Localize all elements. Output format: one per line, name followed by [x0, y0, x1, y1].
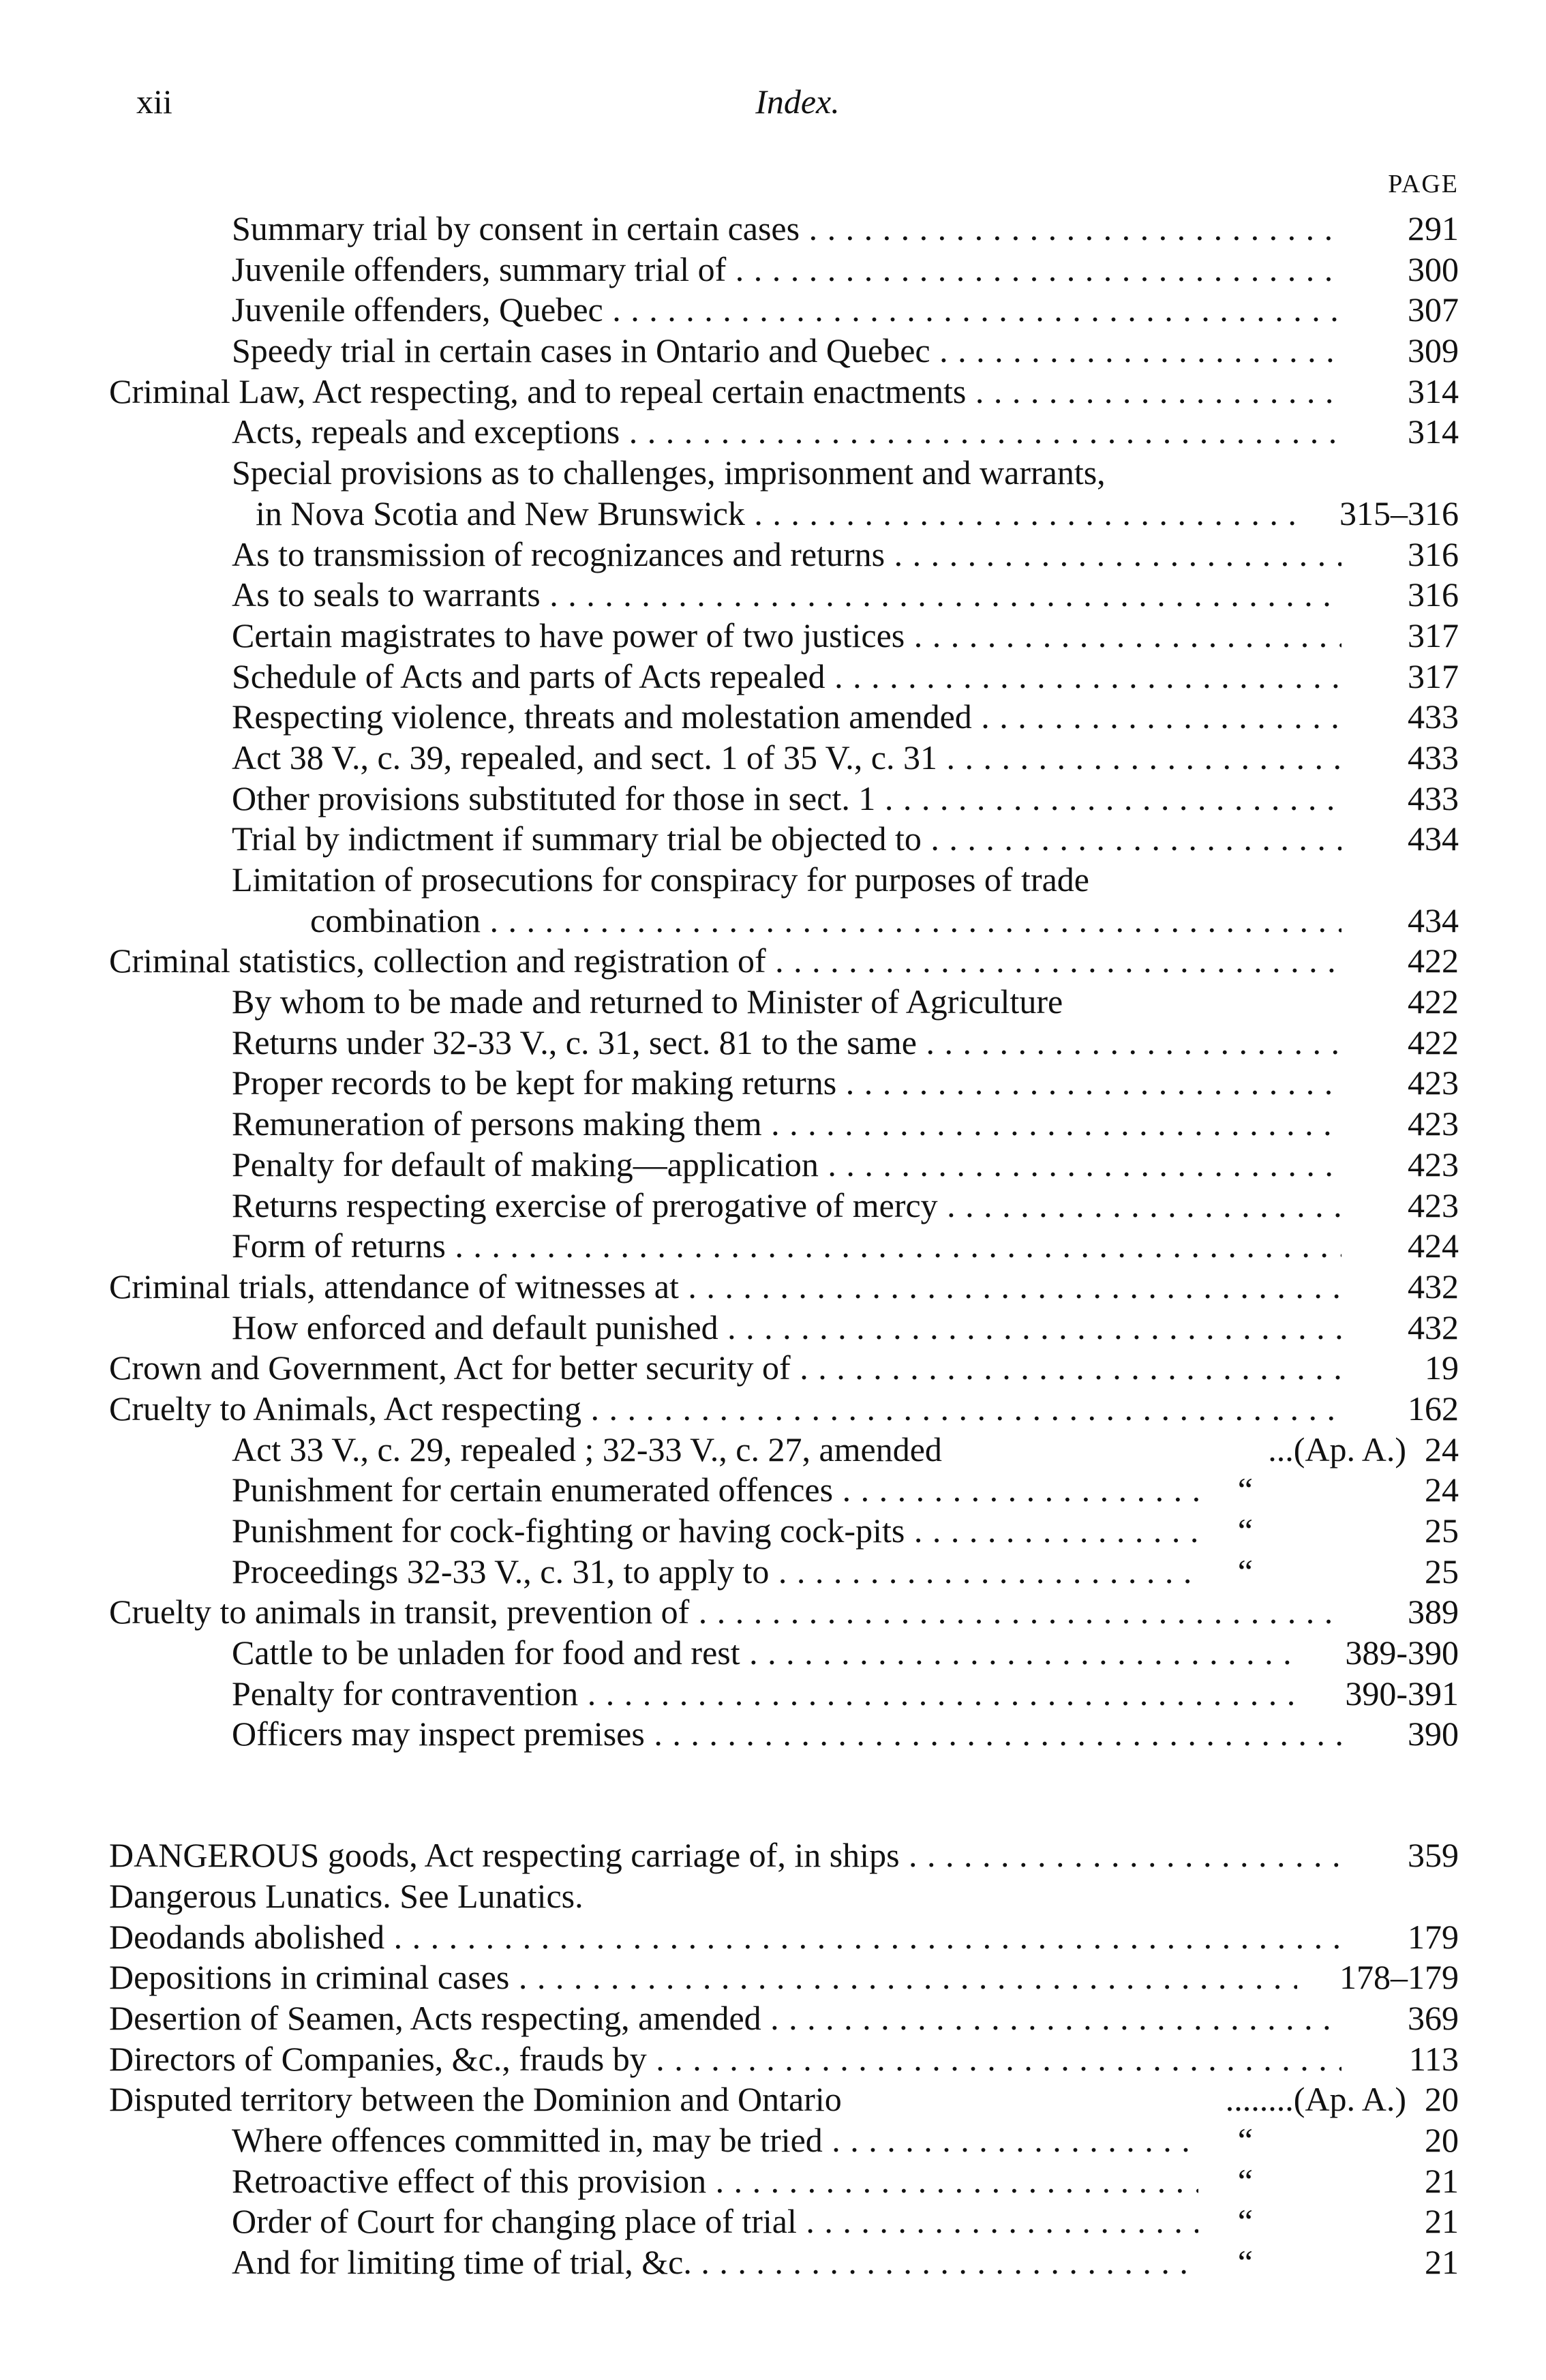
index-entry: [0, 250, 1546, 290]
index-entry: [0, 2201, 1546, 2242]
index-entry: [0, 331, 1546, 372]
entry-text: Limitation of prosecutions for conspiracy for purposes of trade: [232, 860, 1089, 899]
entry-page: 19: [1418, 1348, 1459, 1389]
entry-text: Form of returns . . .: [232, 1226, 1342, 1267]
entry-text: Deodands abolished . . .: [109, 1917, 1342, 1958]
page-folio: xii: [136, 82, 172, 121]
entry-text: Respecting violence, threats and molestation amended . . .: [232, 697, 1342, 738]
entry-text: As to seals to warrants . . .: [232, 575, 1342, 616]
entry-page: 113: [1402, 2039, 1459, 2080]
entry-page: 316: [1401, 534, 1459, 575]
entry-text: Schedule of Acts and parts of Acts repealed . . .: [232, 657, 1342, 697]
entry-page: 315–316: [1333, 494, 1459, 534]
entry-text: Remuneration of persons making them . . .: [232, 1104, 1342, 1145]
entry-ditto-mark: “: [1234, 1552, 1253, 1593]
entry-text: Cattle to be unladen for food and rest . . .: [232, 1633, 1297, 1674]
entry-page: 422: [1401, 1023, 1459, 1064]
entry-page: 433: [1401, 779, 1459, 819]
index-entry: [0, 1552, 1546, 1593]
index-entry: [0, 1104, 1546, 1145]
index-entries: [0, 209, 1546, 2283]
index-entry: [0, 941, 1546, 982]
index-entry: [0, 1145, 1546, 1186]
index-entry: [0, 453, 1546, 494]
index-entry: [0, 1917, 1546, 1958]
entry-page: 25: [1418, 1552, 1459, 1593]
index-entry: [0, 2039, 1546, 2080]
index-entry: [0, 697, 1546, 738]
index-entry: [0, 1674, 1546, 1715]
entry-text: Retroactive effect of this provision . . .: [232, 2161, 1198, 2202]
entry-page: 314: [1401, 372, 1459, 412]
index-entry: [0, 657, 1546, 697]
index-entry: [0, 1063, 1546, 1104]
entry-page: 21: [1418, 2242, 1459, 2283]
index-entry: [0, 1389, 1546, 1430]
entry-text: Dangerous Lunatics. See Lunatics.: [109, 1876, 583, 1915]
entry-page: 300: [1401, 250, 1459, 290]
entry-text: DANGEROUS goods, Act respecting carriage of, in ships . . .: [109, 1835, 1342, 1876]
entry-text: Directors of Companies, &c., frauds by . . .: [109, 2039, 1342, 2080]
entry-text: How enforced and default punished . . .: [232, 1308, 1342, 1349]
entry-page: 432: [1401, 1267, 1459, 1308]
entry-appendix-ref: ...(Ap. A.): [1264, 1430, 1406, 1471]
entry-text: Acts, repeals and exceptions . . .: [232, 412, 1342, 453]
entry-text: Depositions in criminal cases . . .: [109, 1957, 1297, 1998]
index-entry: [0, 1470, 1546, 1511]
index-entry: [0, 1835, 1546, 1876]
index-entry: [0, 2079, 1546, 2120]
entry-text: By whom to be made and returned to Minister of Agriculture: [232, 982, 1063, 1021]
entry-text: Summary trial by consent in certain cases . . .: [232, 209, 1342, 250]
index-entry: [0, 1023, 1546, 1064]
entry-page: 424: [1401, 1226, 1459, 1267]
entry-text: Act 33 V., c. 29, repealed ; 32-33 V., c. 27, amended: [232, 1430, 942, 1468]
entry-page: 162: [1401, 1389, 1459, 1430]
entry-page: 359: [1401, 1835, 1459, 1876]
index-entry: [0, 209, 1546, 250]
entry-page: 422: [1401, 941, 1459, 982]
entry-text: Trial by indictment if summary trial be objected to . . .: [232, 819, 1342, 860]
entry-ditto-mark: “: [1234, 1470, 1253, 1511]
entry-text: Special provisions as to challenges, imprisonment and warrants,: [232, 453, 1106, 492]
entry-page: 433: [1401, 738, 1459, 779]
entry-page: 307: [1401, 290, 1459, 331]
entry-text: Crown and Government, Act for better security of . . .: [109, 1348, 1342, 1389]
entry-text: Punishment for certain enumerated offences . . .: [232, 1470, 1198, 1511]
section-gap: [0, 1755, 1546, 1835]
index-entry: [0, 290, 1546, 331]
page-column-heading: PAGE: [1388, 170, 1459, 198]
entry-page: 20: [1418, 2120, 1459, 2161]
entry-ditto-mark: “: [1234, 2120, 1253, 2161]
index-entry: [0, 1430, 1546, 1471]
index-entry: [0, 982, 1546, 1023]
entry-text: Certain magistrates to have power of two justices . . .: [232, 616, 1342, 657]
index-entry: [0, 1186, 1546, 1226]
entry-page: 309: [1401, 331, 1459, 372]
entry-page: 291: [1401, 209, 1459, 250]
entry-page: 423: [1401, 1104, 1459, 1145]
index-entry: [0, 1998, 1546, 2039]
entry-page: 317: [1401, 657, 1459, 697]
entry-page: 24: [1418, 1470, 1459, 1511]
index-entry: [0, 1267, 1546, 1308]
entry-page: 434: [1401, 901, 1459, 942]
entry-text: Cruelty to Animals, Act respecting . . .: [109, 1389, 1342, 1430]
index-entry: [0, 494, 1546, 534]
entry-text: Juvenile offenders, Quebec . . .: [232, 290, 1342, 331]
entry-text: Criminal Law, Act respecting, and to repeal certain enactments . . .: [109, 372, 1342, 412]
entry-page: 389-390: [1338, 1633, 1459, 1674]
index-entry: [0, 412, 1546, 453]
index-entry: [0, 534, 1546, 575]
entry-text: Desertion of Seamen, Acts respecting, amended . . .: [109, 1998, 1342, 2039]
index-entry: [0, 1226, 1546, 1267]
entry-page: 21: [1418, 2161, 1459, 2202]
entry-page: 178–179: [1333, 1957, 1459, 1998]
entry-text: Officers may inspect premises . . .: [232, 1714, 1342, 1755]
entry-text: Speedy trial in certain cases in Ontario and Quebec . . .: [232, 331, 1342, 372]
index-entry: [0, 1348, 1546, 1389]
entry-page: 390: [1401, 1714, 1459, 1755]
entry-page: 423: [1401, 1186, 1459, 1226]
index-entry: [0, 1511, 1546, 1552]
running-title: Index.: [755, 82, 840, 121]
index-entry: [0, 372, 1546, 412]
entry-text: Returns respecting exercise of prerogative of mercy . . .: [232, 1186, 1342, 1226]
entry-text: Returns under 32-33 V., c. 31, sect. 81 to the same . . .: [232, 1023, 1342, 1064]
entry-ditto-mark: “: [1234, 1511, 1253, 1552]
entry-page: 433: [1401, 697, 1459, 738]
entry-text: Where offences committed in, may be tried . . .: [232, 2120, 1198, 2161]
entry-text: Proper records to be kept for making returns . . .: [232, 1063, 1342, 1104]
entry-page: 21: [1418, 2201, 1459, 2242]
entry-text: combination . . .: [310, 901, 1342, 942]
entry-page: 389: [1401, 1592, 1459, 1633]
entry-text: Punishment for cock-fighting or having cock-pits . . .: [232, 1511, 1198, 1552]
index-entry: [0, 2161, 1546, 2202]
index-entry: [0, 575, 1546, 616]
index-entry: [0, 1957, 1546, 1998]
entry-page: 423: [1401, 1145, 1459, 1186]
entry-appendix-ref: ........(Ap. A.): [1222, 2079, 1406, 2120]
entry-text: Disputed territory between the Dominion and Ontario: [109, 2080, 842, 2119]
entry-page: 317: [1401, 616, 1459, 657]
index-entry: [0, 1308, 1546, 1349]
entry-page: 369: [1401, 1998, 1459, 2039]
index-entry: [0, 1592, 1546, 1633]
entry-text: Proceedings 32-33 V., c. 31, to apply to . . .: [232, 1552, 1198, 1593]
entry-text: Act 38 V., c. 39, repealed, and sect. 1 of 35 V., c. 31 . . .: [232, 738, 1342, 779]
entry-ditto-mark: “: [1234, 2242, 1253, 2283]
entry-text: Criminal statistics, collection and registration of . . .: [109, 941, 1342, 982]
entry-ditto-mark: “: [1234, 2201, 1253, 2242]
index-entry: [0, 2242, 1546, 2283]
entry-text: Criminal trials, attendance of witnesses at . . .: [109, 1267, 1342, 1308]
index-entry: [0, 616, 1546, 657]
entry-ditto-mark: “: [1234, 2161, 1253, 2202]
running-head: [136, 82, 1459, 136]
entry-page: 390-391: [1338, 1674, 1459, 1715]
entry-text: Juvenile offenders, summary trial of . . .: [232, 250, 1342, 290]
entry-text: Order of Court for changing place of trial . . .: [232, 2201, 1198, 2242]
index-entry: [0, 860, 1546, 901]
entry-text: As to transmission of recognizances and returns . . .: [232, 534, 1342, 575]
index-entry: [0, 2120, 1546, 2161]
index-entry: [0, 738, 1546, 779]
entry-text: Cruelty to animals in transit, prevention of . . .: [109, 1592, 1342, 1633]
entry-page: 20: [1418, 2079, 1459, 2120]
index-entry: [0, 779, 1546, 819]
entry-text: in Nova Scotia and New Brunswick . . .: [256, 494, 1297, 534]
entry-page: 179: [1401, 1917, 1459, 1958]
index-entry: [0, 901, 1546, 942]
entry-page: 24: [1418, 1430, 1459, 1471]
entry-text: Penalty for default of making—application . . .: [232, 1145, 1342, 1186]
entry-page: 314: [1401, 412, 1459, 453]
index-entry: [0, 819, 1546, 860]
entry-page: 434: [1401, 819, 1459, 860]
entry-text: Penalty for contravention . . .: [232, 1674, 1297, 1715]
entry-page: 423: [1401, 1063, 1459, 1104]
index-entry: [0, 1876, 1546, 1917]
entry-page: 25: [1418, 1511, 1459, 1552]
index-entry: [0, 1714, 1546, 1755]
entry-page: 422: [1401, 982, 1459, 1023]
entry-text: And for limiting time of trial, &c. . . .: [232, 2242, 1198, 2283]
entry-page: 432: [1401, 1308, 1459, 1349]
index-entry: [0, 1633, 1546, 1674]
entry-text: Other provisions substituted for those in sect. 1 . . .: [232, 779, 1342, 819]
entry-page: 316: [1401, 575, 1459, 616]
